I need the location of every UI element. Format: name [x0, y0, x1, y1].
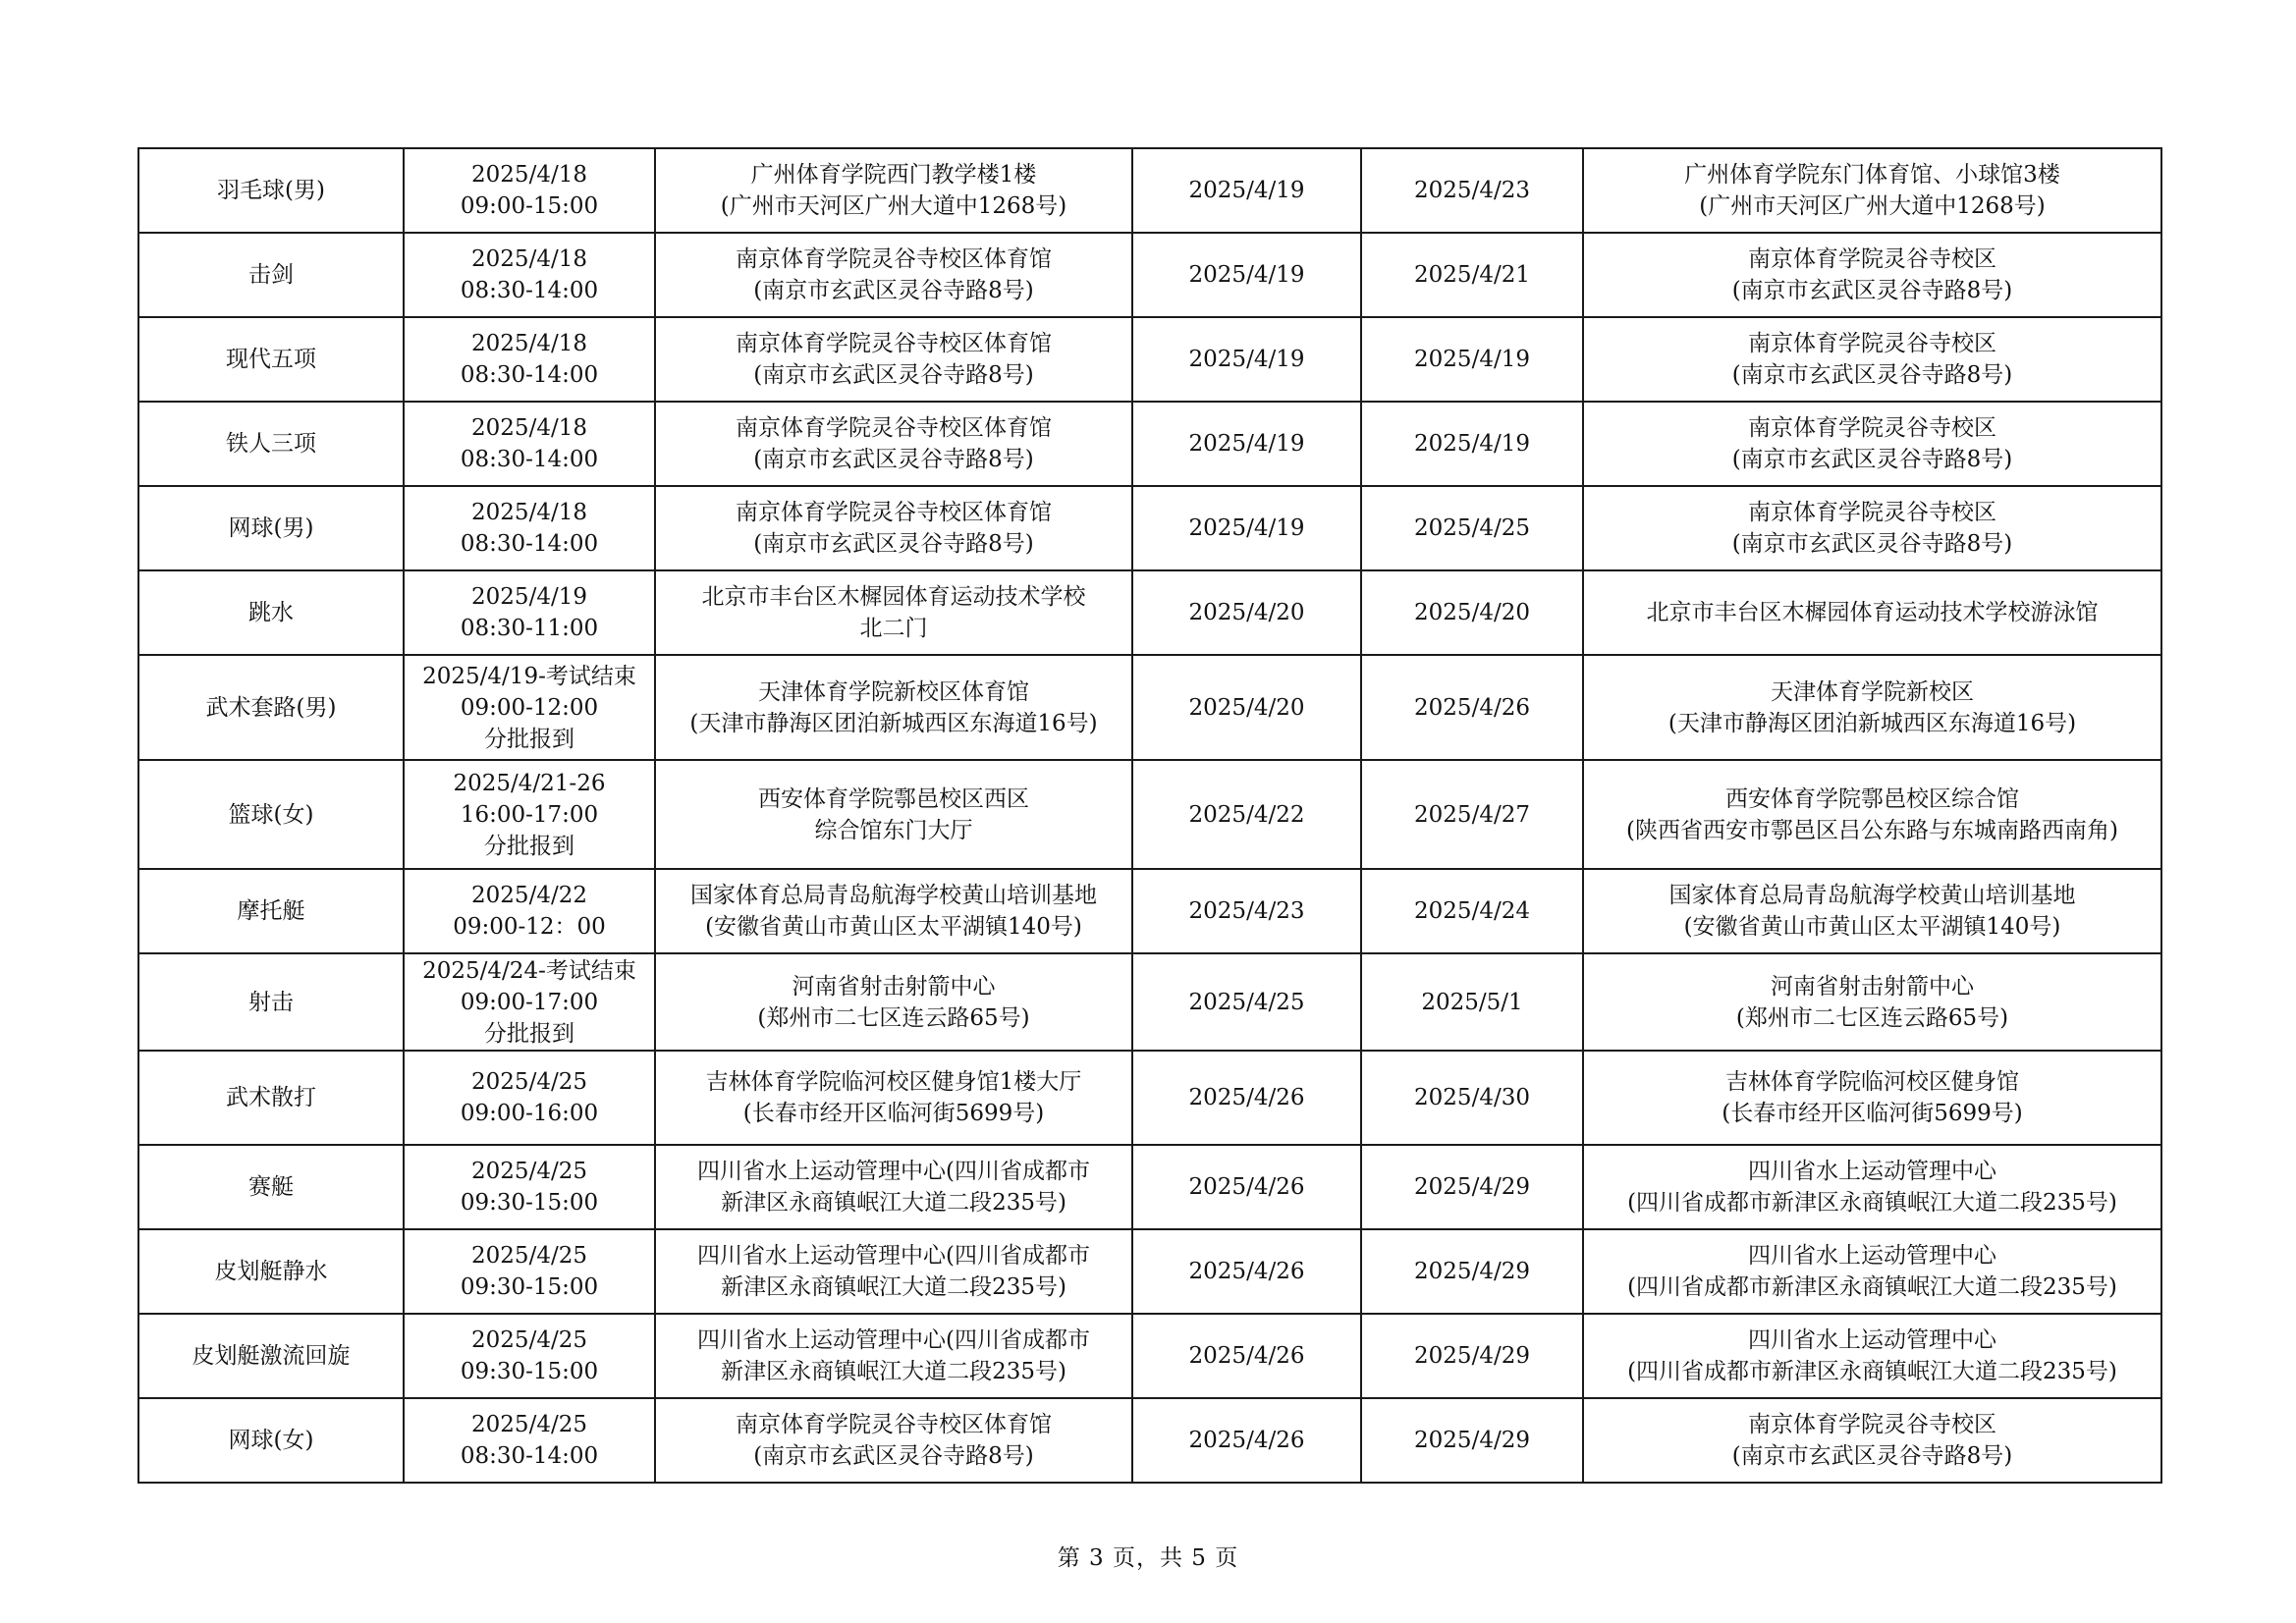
exam-location-cell: [1583, 1229, 2161, 1314]
cell-line: 南京体育学院灵谷寺校区体育馆: [736, 415, 1052, 441]
cell-line: (南京市玄武区灵谷寺路8号): [1731, 1443, 2013, 1469]
schedule-table-body: [138, 148, 2161, 1483]
cell-line: 综合馆东门大厅: [814, 817, 973, 843]
cell-line: 新津区永商镇岷江大道二段235号): [721, 1359, 1066, 1384]
cell-line: (广州市天河区广州大道中1268号): [720, 193, 1067, 219]
check-in-time-cell: [404, 1145, 655, 1229]
exam-start-date-cell: 2025/4/19: [1132, 317, 1361, 402]
item-cell: 武术散打: [138, 1051, 404, 1145]
check-in-time-cell: [404, 317, 655, 402]
exam-end-date-cell: 2025/5/1: [1361, 953, 1583, 1051]
table-row: [138, 402, 2161, 486]
check-in-location-cell: [655, 953, 1132, 1051]
cell-line: (安徽省黄山市黄山区太平湖镇140号): [705, 914, 1082, 940]
cell-line: 2025/4/25: [471, 1243, 587, 1269]
cell-line: (南京市玄武区灵谷寺路8号): [753, 278, 1034, 303]
item-cell: 跳水: [138, 570, 404, 655]
exam-end-date-cell: 2025/4/29: [1361, 1398, 1583, 1483]
check-in-time-cell: [404, 760, 655, 869]
cell-line: (南京市玄武区灵谷寺路8号): [753, 362, 1034, 388]
exam-end-date-cell: 2025/4/19: [1361, 317, 1583, 402]
cell-line: 河南省射击射箭中心: [1771, 973, 1974, 1000]
check-in-location-cell: [655, 1314, 1132, 1398]
cell-line: 北二门: [859, 616, 928, 641]
cell-line: 南京体育学院灵谷寺校区体育馆: [736, 1412, 1052, 1437]
cell-line: 国家体育总局青岛航海学校黄山培训基地: [1668, 883, 2076, 908]
cell-line: 吉林体育学院临河校区健身馆1楼大厅: [705, 1069, 1082, 1095]
check-in-location-cell: [655, 1145, 1132, 1229]
exam-end-date-cell: 2025/4/30: [1361, 1051, 1583, 1145]
cell-line: 09:00-17:00: [460, 989, 599, 1015]
cell-line: 2025/4/25: [471, 1159, 587, 1184]
cell-line: 08:30-14:00: [460, 447, 599, 472]
cell-line: 08:30-14:00: [460, 362, 599, 388]
item-cell: 皮划艇静水: [138, 1229, 404, 1314]
exam-end-date-cell: 2025/4/21: [1361, 233, 1583, 317]
exam-location-cell: [1583, 1145, 2161, 1229]
cell-line: 四川省水上运动管理中心: [1748, 1327, 1996, 1353]
exam-start-date-cell: 2025/4/25: [1132, 953, 1361, 1051]
item-cell: 皮划艇激流回旋: [138, 1314, 404, 1398]
table-row: [138, 570, 2161, 655]
cell-line: 2025/4/25: [471, 1069, 587, 1095]
exam-end-date-cell: 2025/4/29: [1361, 1229, 1583, 1314]
cell-line: (南京市玄武区灵谷寺路8号): [1731, 531, 2013, 557]
cell-line: 四川省水上运动管理中心: [1748, 1243, 1996, 1269]
cell-line: 新津区永商镇岷江大道二段235号): [721, 1274, 1066, 1300]
check-in-time-cell: [404, 1229, 655, 1314]
cell-line: 09:30-15:00: [460, 1190, 599, 1216]
cell-line: 南京体育学院灵谷寺校区: [1748, 415, 1996, 441]
cell-line: 南京体育学院灵谷寺校区体育馆: [736, 246, 1052, 272]
cell-line: 2025/4/18: [471, 331, 587, 356]
table-row: [138, 486, 2161, 570]
check-in-time-cell: [404, 655, 655, 760]
exam-start-date-cell: 2025/4/22: [1132, 760, 1361, 869]
exam-end-date-cell: 2025/4/23: [1361, 148, 1583, 233]
exam-start-date-cell: 2025/4/19: [1132, 233, 1361, 317]
cell-line: (南京市玄武区灵谷寺路8号): [753, 531, 1034, 557]
exam-start-date-cell: 2025/4/26: [1132, 1229, 1361, 1314]
cell-line: 2025/4/18: [471, 246, 587, 272]
cell-line: (南京市玄武区灵谷寺路8号): [753, 1443, 1034, 1469]
table-row: [138, 233, 2161, 317]
cell-line: 2025/4/18: [471, 500, 587, 525]
cell-line: (四川省成都市新津区永商镇岷江大道二段235号): [1627, 1274, 2117, 1300]
cell-line: 08:30-14:00: [460, 278, 599, 303]
cell-line: 南京体育学院灵谷寺校区体育馆: [736, 331, 1052, 356]
exam-location-cell: [1583, 1051, 2161, 1145]
item-cell: 铁人三项: [138, 402, 404, 486]
check-in-location-cell: [655, 655, 1132, 760]
check-in-location-cell: [655, 570, 1132, 655]
cell-line: 09:00-12:00: [460, 694, 599, 721]
table-row: [138, 317, 2161, 402]
cell-line: 08:30-14:00: [460, 1443, 599, 1469]
item-cell: 羽毛球(男): [138, 148, 404, 233]
table-row: [138, 1314, 2161, 1398]
cell-line: (南京市玄武区灵谷寺路8号): [1731, 447, 2013, 472]
item-cell: 摩托艇: [138, 869, 404, 953]
cell-line: 国家体育总局青岛航海学校黄山培训基地: [690, 883, 1097, 908]
check-in-time-cell: [404, 1398, 655, 1483]
table-row: [138, 953, 2161, 1051]
cell-line: 南京体育学院灵谷寺校区: [1748, 500, 1996, 525]
table-row: [138, 148, 2161, 233]
cell-line: 南京体育学院灵谷寺校区体育馆: [736, 500, 1052, 525]
exam-start-date-cell: 2025/4/20: [1132, 570, 1361, 655]
exam-start-date-cell: 2025/4/20: [1132, 655, 1361, 760]
exam-location-cell: [1583, 1314, 2161, 1398]
cell-line: 2025/4/18: [471, 162, 587, 188]
check-in-time-cell: [404, 402, 655, 486]
check-in-location-cell: [655, 233, 1132, 317]
cell-line: 2025/4/22: [471, 883, 587, 908]
cell-line: 2025/4/25: [471, 1412, 587, 1437]
exam-end-date-cell: 2025/4/27: [1361, 760, 1583, 869]
check-in-location-cell: [655, 402, 1132, 486]
check-in-location-cell: [655, 869, 1132, 953]
cell-line: 四川省水上运动管理中心: [1748, 1159, 1996, 1184]
cell-line: 2025/4/19-考试结束: [422, 663, 636, 689]
check-in-location-cell: [655, 148, 1132, 233]
exam-location-cell: [1583, 233, 2161, 317]
exam-start-date-cell: 2025/4/26: [1132, 1314, 1361, 1398]
cell-line: 南京体育学院灵谷寺校区: [1748, 1412, 1996, 1437]
cell-line: 新津区永商镇岷江大道二段235号): [721, 1190, 1066, 1216]
cell-line: (南京市玄武区灵谷寺路8号): [753, 447, 1034, 472]
exam-location-cell: [1583, 1398, 2161, 1483]
exam-end-date-cell: 2025/4/24: [1361, 869, 1583, 953]
exam-start-date-cell: 2025/4/26: [1132, 1051, 1361, 1145]
exam-start-date-cell: 2025/4/19: [1132, 402, 1361, 486]
table-row: [138, 1145, 2161, 1229]
cell-line: 北京市丰台区木樨园体育运动技术学校游泳馆: [1646, 600, 2099, 625]
cell-line: (南京市玄武区灵谷寺路8号): [1731, 278, 2013, 303]
cell-line: (长春市经开区临河街5699号): [742, 1101, 1045, 1126]
cell-line: 天津体育学院新校区: [1771, 678, 1974, 705]
schedule-table: [137, 147, 2162, 1484]
cell-line: 09:30-15:00: [460, 1274, 599, 1300]
exam-start-date-cell: 2025/4/26: [1132, 1145, 1361, 1229]
exam-end-date-cell: 2025/4/19: [1361, 402, 1583, 486]
cell-line: 广州体育学院西门教学楼1楼: [750, 162, 1037, 188]
cell-line: 南京体育学院灵谷寺校区: [1748, 246, 1996, 272]
cell-line: 2025/4/19: [471, 584, 587, 610]
exam-location-cell: [1583, 760, 2161, 869]
cell-line: (郑州市二七区连云路65号): [1735, 1004, 2009, 1031]
cell-line: 2025/4/25: [471, 1327, 587, 1353]
check-in-location-cell: [655, 317, 1132, 402]
check-in-time-cell: [404, 869, 655, 953]
check-in-location-cell: [655, 760, 1132, 869]
cell-line: 2025/4/21-26: [453, 770, 606, 796]
item-cell: 网球(男): [138, 486, 404, 570]
exam-start-date-cell: 2025/4/26: [1132, 1398, 1361, 1483]
cell-line: 西安体育学院鄠邑校区综合馆: [1725, 785, 2019, 812]
cell-line: 四川省水上运动管理中心(四川省成都市: [697, 1243, 1090, 1269]
cell-line: (长春市经开区临河街5699号): [1722, 1101, 2023, 1126]
exam-end-date-cell: 2025/4/25: [1361, 486, 1583, 570]
cell-line: 吉林体育学院临河校区健身馆: [1725, 1069, 2019, 1095]
exam-start-date-cell: 2025/4/23: [1132, 869, 1361, 953]
exam-end-date-cell: 2025/4/26: [1361, 655, 1583, 760]
table-row: [138, 1229, 2161, 1314]
cell-line: 09:00-15:00: [460, 193, 599, 219]
table-row: [138, 655, 2161, 760]
check-in-location-cell: [655, 1229, 1132, 1314]
check-in-time-cell: [404, 233, 655, 317]
item-cell: 赛艇: [138, 1145, 404, 1229]
cell-line: 08:30-11:00: [460, 616, 599, 641]
item-cell: 武术套路(男): [138, 655, 404, 760]
cell-line: 广州体育学院东门体育馆、小球馆3楼: [1684, 162, 2060, 188]
cell-line: 四川省水上运动管理中心(四川省成都市: [697, 1159, 1090, 1184]
cell-line: 2025/4/24-考试结束: [422, 957, 636, 984]
exam-location-cell: [1583, 570, 2161, 655]
check-in-location-cell: [655, 1051, 1132, 1145]
exam-end-date-cell: 2025/4/20: [1361, 570, 1583, 655]
exam-location-cell: [1583, 655, 2161, 760]
cell-line: (天津市静海区团泊新城西区东海道16号): [1667, 710, 2077, 736]
item-cell: 篮球(女): [138, 760, 404, 869]
cell-line: 2025/4/18: [471, 415, 587, 441]
item-cell: 击剑: [138, 233, 404, 317]
cell-line: 09:30-15:00: [460, 1359, 599, 1384]
cell-line: (安徽省黄山市黄山区太平湖镇140号): [1683, 914, 2061, 940]
cell-line: 16:00-17:00: [460, 801, 599, 828]
cell-line: (四川省成都市新津区永商镇岷江大道二段235号): [1627, 1190, 2117, 1216]
cell-line: 分批报到: [484, 1020, 574, 1047]
cell-line: 09:00-12：00: [453, 914, 606, 940]
cell-line: (南京市玄武区灵谷寺路8号): [1731, 362, 2013, 388]
cell-line: (四川省成都市新津区永商镇岷江大道二段235号): [1627, 1359, 2117, 1384]
exam-location-cell: [1583, 402, 2161, 486]
exam-end-date-cell: 2025/4/29: [1361, 1145, 1583, 1229]
cell-line: (天津市静海区团泊新城西区东海道16号): [689, 710, 1098, 736]
cell-line: 南京体育学院灵谷寺校区: [1748, 331, 1996, 356]
cell-line: 08:30-14:00: [460, 531, 599, 557]
exam-start-date-cell: 2025/4/19: [1132, 148, 1361, 233]
exam-location-cell: [1583, 953, 2161, 1051]
exam-start-date-cell: 2025/4/19: [1132, 486, 1361, 570]
cell-line: 09:00-16:00: [460, 1101, 599, 1126]
cell-line: 天津体育学院新校区体育馆: [758, 678, 1029, 705]
item-cell: 射击: [138, 953, 404, 1051]
cell-line: 河南省射击射箭中心: [792, 973, 996, 1000]
exam-location-cell: [1583, 869, 2161, 953]
table-row: [138, 1398, 2161, 1483]
check-in-location-cell: [655, 1398, 1132, 1483]
cell-line: 分批报到: [484, 833, 574, 859]
check-in-time-cell: [404, 1051, 655, 1145]
exam-location-cell: [1583, 486, 2161, 570]
check-in-time-cell: [404, 1314, 655, 1398]
cell-line: (陕西省西安市鄠邑区吕公东路与东城南路西南角): [1626, 817, 2118, 843]
item-cell: 网球(女): [138, 1398, 404, 1483]
check-in-time-cell: [404, 953, 655, 1051]
table-row: [138, 1051, 2161, 1145]
check-in-time-cell: [404, 148, 655, 233]
exam-location-cell: [1583, 148, 2161, 233]
item-cell: 现代五项: [138, 317, 404, 402]
table-row: [138, 869, 2161, 953]
check-in-time-cell: [404, 570, 655, 655]
table-row: [138, 760, 2161, 869]
check-in-location-cell: [655, 486, 1132, 570]
check-in-time-cell: [404, 486, 655, 570]
cell-line: 西安体育学院鄠邑校区西区: [758, 785, 1029, 812]
cell-line: 北京市丰台区木樨园体育运动技术学校: [701, 584, 1086, 610]
page-number: 第 3 页，共 5 页: [1057, 1545, 1239, 1571]
cell-line: 四川省水上运动管理中心(四川省成都市: [697, 1327, 1090, 1353]
exam-location-cell: [1583, 317, 2161, 402]
cell-line: (广州市天河区广州大道中1268号): [1699, 193, 2046, 219]
cell-line: 分批报到: [484, 726, 574, 752]
exam-end-date-cell: 2025/4/29: [1361, 1314, 1583, 1398]
cell-line: (郑州市二七区连云路65号): [757, 1004, 1030, 1031]
